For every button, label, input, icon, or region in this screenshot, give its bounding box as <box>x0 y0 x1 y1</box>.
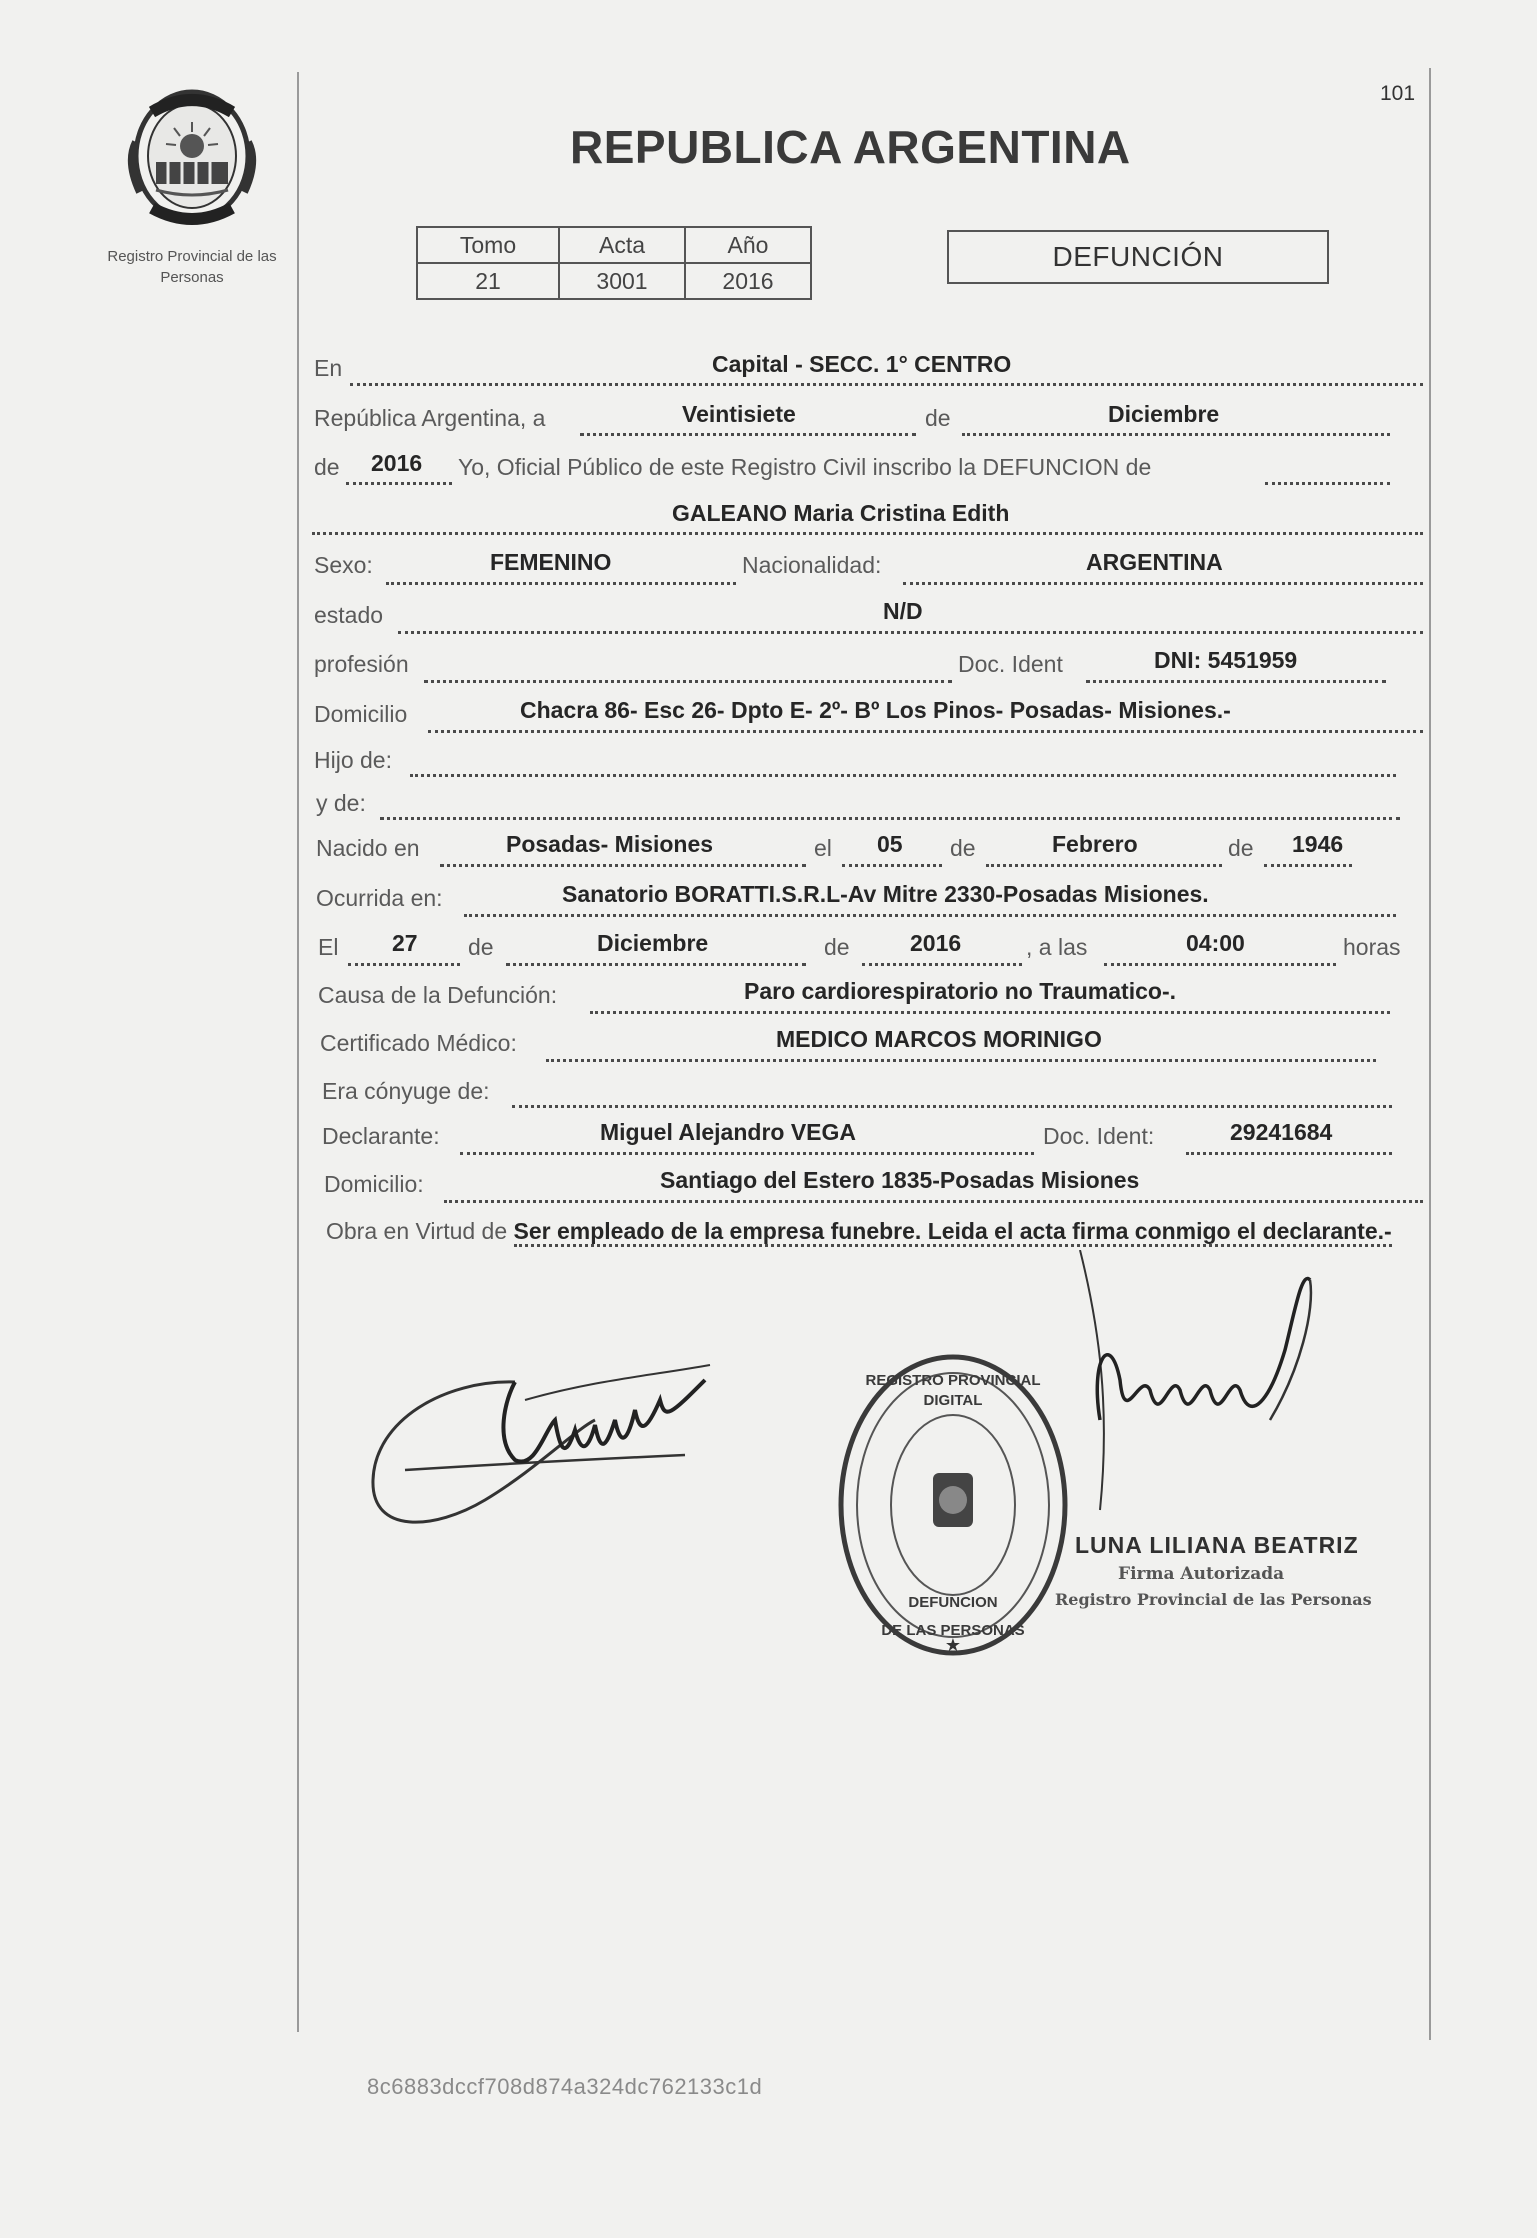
label-oficial: Yo, Oficial Público de este Registro Civil inscribo la DEFUNCION de <box>458 454 1152 480</box>
logo-caption: Registro Provincial de las Personas <box>107 248 277 286</box>
registry-header-tomo: Tomo <box>417 227 559 263</box>
label-nacido-en: Nacido en <box>316 835 420 861</box>
label-de-1: de <box>925 405 951 431</box>
value-nacionalidad: ARGENTINA <box>1086 549 1223 575</box>
dots-y-de <box>380 817 1400 820</box>
label-de-6: de <box>824 934 850 960</box>
label-profesion: profesión <box>314 651 409 677</box>
value-fallecimiento-dia: 27 <box>392 930 418 956</box>
label-de-2: de <box>314 454 340 480</box>
label-conyuge: Era cónyuge de: <box>322 1078 490 1104</box>
dots-nacido-mes <box>986 864 1222 867</box>
dots-mes <box>962 433 1390 436</box>
label-en: En <box>314 355 343 381</box>
dots-profesion <box>424 680 952 683</box>
dots-nacido-en <box>440 864 806 867</box>
page-number: 101 <box>1380 82 1416 105</box>
value-nacido-mes: Febrero <box>1052 831 1138 857</box>
value-nacido-dia: 05 <box>877 831 903 857</box>
dots-doc-ident <box>1086 680 1386 683</box>
registry-official-stamp <box>835 1345 1085 1665</box>
value-obra: Ser empleado de la empresa funebre. Leida el acta firma conmigo el declarante.- <box>514 1218 1392 1247</box>
stamp-inner-text-top: DIGITAL <box>923 1392 983 1409</box>
value-fallecimiento-anio: 2016 <box>910 930 962 956</box>
official-signature <box>1070 1250 1340 1520</box>
label-domicilio-2: Domicilio: <box>324 1171 424 1197</box>
dots-nacido-anio <box>1264 864 1352 867</box>
value-certificado: MEDICO MARCOS MORINIGO <box>776 1026 1102 1052</box>
signatory-name: LUNA LILIANA BEATRIZ <box>1075 1532 1359 1558</box>
stamp-inner-text-bottom: DEFUNCION <box>908 1594 998 1611</box>
value-causa: Paro cardiorespiratorio no Traumatico-. <box>744 978 1176 1004</box>
dots-causa <box>590 1011 1390 1014</box>
dots-declarante-doc <box>1186 1152 1392 1155</box>
obra-en-virtud-paragraph <box>326 1216 1424 1246</box>
dots-conyuge <box>512 1105 1392 1108</box>
label-republica: República Argentina, a <box>314 405 546 431</box>
label-de-4: de <box>1228 835 1254 861</box>
label-causa: Causa de la Defunción: <box>318 982 558 1008</box>
signatory-office: Registro Provincial de las Personas <box>1055 1590 1372 1609</box>
label-hijo-de: Hijo de: <box>314 747 392 773</box>
document-type-box: DEFUNCIÓN <box>947 230 1329 284</box>
dots-domicilio <box>428 730 1423 733</box>
dots-ocurrida-en <box>464 914 1396 917</box>
value-domicilio: Chacra 86- Esc 26- Dpto E- 2º- Bº Los Pinos- Posadas- Misiones.- <box>520 697 1231 723</box>
registry-header-row <box>417 227 811 263</box>
label-declarante: Declarante: <box>322 1123 440 1149</box>
dots-fallecimiento-hora <box>1104 963 1336 966</box>
dots-fallecido <box>312 532 1423 535</box>
value-estado: N/D <box>883 598 923 624</box>
label-de-5: de <box>468 934 494 960</box>
value-fallecido: GALEANO Maria Cristina Edith <box>672 500 1010 526</box>
value-nacido-anio: 1946 <box>1292 831 1344 857</box>
label-doc-ident-2: Doc. Ident: <box>1043 1123 1155 1149</box>
registry-table <box>416 226 812 300</box>
document-hash: 8c6883dccf708d874a324dc762133c1d <box>367 2074 763 2099</box>
label-sexo: Sexo: <box>314 552 373 578</box>
value-declarante-doc: 29241684 <box>1230 1119 1333 1145</box>
value-declarante: Miguel Alejandro VEGA <box>600 1119 857 1145</box>
label-ocurrida-en: Ocurrida en: <box>316 885 443 911</box>
registry-value-row <box>417 263 811 299</box>
registry-header-anio: Año <box>685 227 811 263</box>
label-a-las: , a las <box>1026 934 1088 960</box>
stamp-outer-text-top: REGISTRO PROVINCIAL <box>865 1372 1041 1389</box>
left-margin-line <box>297 72 299 2032</box>
dots-nacionalidad <box>903 582 1423 585</box>
label-estado: estado <box>314 602 384 628</box>
dots-anio <box>346 482 452 485</box>
right-margin-line <box>1429 68 1431 2040</box>
value-mes-inscripcion: Diciembre <box>1108 401 1220 427</box>
dots-dia <box>580 433 916 436</box>
dots-certificado <box>546 1059 1376 1062</box>
value-anio-inscripcion: 2016 <box>371 450 423 476</box>
label-doc-ident: Doc. Ident <box>958 651 1063 677</box>
dots-hijo-de <box>410 774 1396 777</box>
dots-estado <box>398 631 1423 634</box>
label-domicilio: Domicilio <box>314 701 408 727</box>
registry-value-tomo: 21 <box>417 263 559 299</box>
value-dia-inscripcion: Veintisiete <box>682 401 796 427</box>
registry-value-acta: 3001 <box>559 263 685 299</box>
dots-oficial <box>1265 482 1390 485</box>
dots-sexo <box>386 582 736 585</box>
label-nacionalidad: Nacionalidad: <box>742 552 882 578</box>
declarante-signature <box>365 1360 715 1560</box>
value-lugar: Capital - SECC. 1° CENTRO <box>712 351 1012 377</box>
misiones-coat-of-arms-logo <box>122 82 262 232</box>
label-el: el <box>814 835 832 861</box>
value-doc-ident: DNI: 5451959 <box>1154 647 1298 673</box>
label-y-de: y de: <box>316 790 366 816</box>
value-fallecimiento-mes: Diciembre <box>597 930 709 956</box>
stamp-outer-text-bottom: DE LAS PERSONAS <box>881 1622 1025 1639</box>
dots-fallecimiento-dia <box>348 963 460 966</box>
dots-declarante <box>460 1152 1034 1155</box>
signatory-role: Firma Autorizada <box>1118 1564 1285 1584</box>
dots-en <box>350 383 1423 386</box>
stamp-star-icon: ★ <box>944 1635 962 1656</box>
label-de-3: de <box>950 835 976 861</box>
label-el-cap: El <box>318 934 339 960</box>
dots-fallecimiento-anio <box>862 963 1022 966</box>
dots-nacido-dia <box>842 864 942 867</box>
label-horas: horas <box>1343 934 1401 960</box>
value-sexo: FEMENINO <box>490 549 612 575</box>
label-obra: Obra en Virtud de <box>326 1218 508 1244</box>
label-certificado: Certificado Médico: <box>320 1030 517 1056</box>
dots-declarante-domicilio <box>444 1200 1423 1203</box>
registry-value-anio: 2016 <box>685 263 811 299</box>
registry-header-acta: Acta <box>559 227 685 263</box>
dots-fallecimiento-mes <box>506 963 806 966</box>
page-title: REPUBLICA ARGENTINA <box>570 121 1131 173</box>
value-declarante-domicilio: Santiago del Estero 1835-Posadas Misiones <box>660 1167 1140 1193</box>
value-nacido-en: Posadas- Misiones <box>506 831 714 857</box>
value-ocurrida-en: Sanatorio BORATTI.S.R.L-Av Mitre 2330-Posadas Misiones. <box>562 881 1209 907</box>
value-fallecimiento-hora: 04:00 <box>1186 930 1245 956</box>
